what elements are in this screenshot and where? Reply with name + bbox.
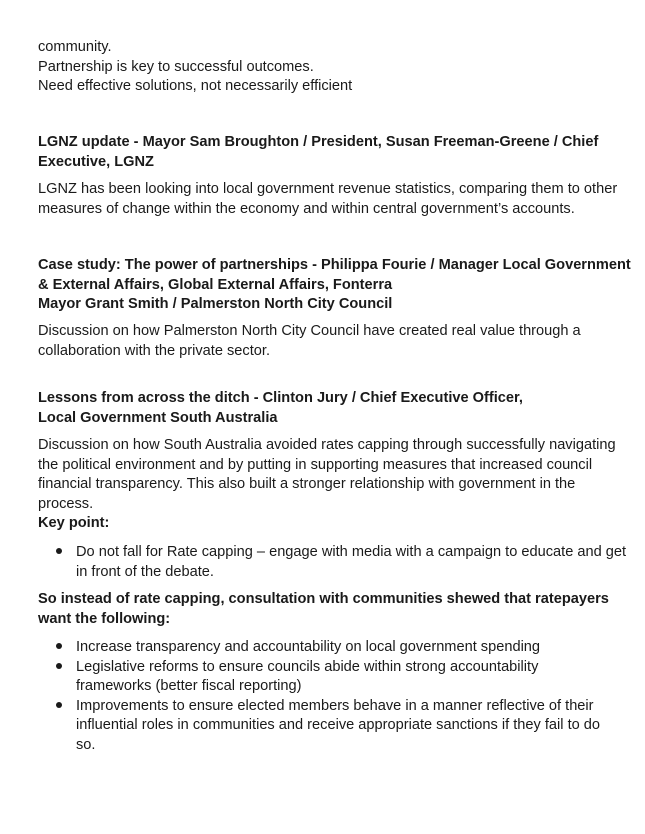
heading-line: & External Affairs, Global External Affairs, Fonterra xyxy=(38,276,393,293)
bullet-icon xyxy=(55,543,62,563)
list-item-line: Improvements to ensure elected members behave in a manner reflective of their xyxy=(76,697,594,714)
body-line: Discussion on how Palmerston North City Council have created real value through a xyxy=(38,323,581,339)
body-line: process. xyxy=(38,495,94,512)
list-item xyxy=(38,638,618,658)
list-item xyxy=(38,697,618,756)
heading-line: Lessons from across the ditch - Clinton Jury / Chief Executive Officer, xyxy=(38,390,523,406)
body-line: the political environment and by putting in supporting measures that increased council xyxy=(38,456,593,473)
key-points-list xyxy=(38,543,627,582)
body-line: measures of change within the economy and within central government’s accounts. xyxy=(38,200,575,217)
intro-line: Partnership is key to successful outcomes. xyxy=(38,58,314,75)
body-line: Discussion on how South Australia avoided rates capping through successfully navigating xyxy=(38,437,616,453)
bullet-icon xyxy=(55,638,62,658)
heading-line: LGNZ update - Mayor Sam Broughton / President, Susan Freeman-Greene / Chief xyxy=(38,134,599,150)
list-item-line: so. xyxy=(76,736,96,753)
heading-line: Mayor Grant Smith / Palmerston North City Council xyxy=(38,296,393,312)
heading-line: Executive, LGNZ xyxy=(38,153,154,170)
lessons-heading xyxy=(38,389,618,428)
list-item-line: influential roles in communities and receive appropriate sanctions if they fail to do xyxy=(76,717,601,733)
case-study-heading xyxy=(38,256,631,315)
list-item-line: frameworks (better fiscal reporting) xyxy=(76,678,302,694)
key-point-label: Key point: xyxy=(38,515,110,531)
list-item xyxy=(38,658,618,697)
consultation-list xyxy=(38,638,618,755)
lgnz-update-heading xyxy=(38,133,618,172)
heading-line: So instead of rate capping, consultation with communities shewed that ratepayers xyxy=(38,591,609,607)
list-item-line: Increase transparency and accountability on local government spending xyxy=(76,639,541,655)
bullet-icon xyxy=(55,697,62,717)
list-item-line: in front of the debate. xyxy=(76,563,214,580)
intro-line: Need effective solutions, not necessarily efficient xyxy=(38,78,353,94)
body-line: LGNZ has been looking into local government revenue statistics, comparing them to other xyxy=(38,181,618,197)
consultation-heading xyxy=(38,590,618,629)
body-line: collaboration with the private sector. xyxy=(38,342,271,359)
bullet-icon xyxy=(55,658,62,678)
heading-line: Case study: The power of partnerships - Philippa Fourie / Manager Local Government xyxy=(38,257,631,273)
intro-paragraph xyxy=(38,38,618,97)
list-item-line: Do not fall for Rate capping – engage with media with a campaign to educate and get xyxy=(76,544,627,560)
list-item xyxy=(38,543,627,582)
lgnz-update-body xyxy=(38,180,618,219)
heading-line: Local Government South Australia xyxy=(38,409,278,426)
lessons-body xyxy=(38,436,618,534)
list-item-line: Legislative reforms to ensure councils abide within strong accountability xyxy=(76,658,539,675)
intro-line: community. xyxy=(38,39,112,55)
case-study-body xyxy=(38,322,618,361)
heading-line: want the following: xyxy=(38,610,171,627)
body-line: financial transparency. This also built a stronger relationship with government in the xyxy=(38,476,576,492)
